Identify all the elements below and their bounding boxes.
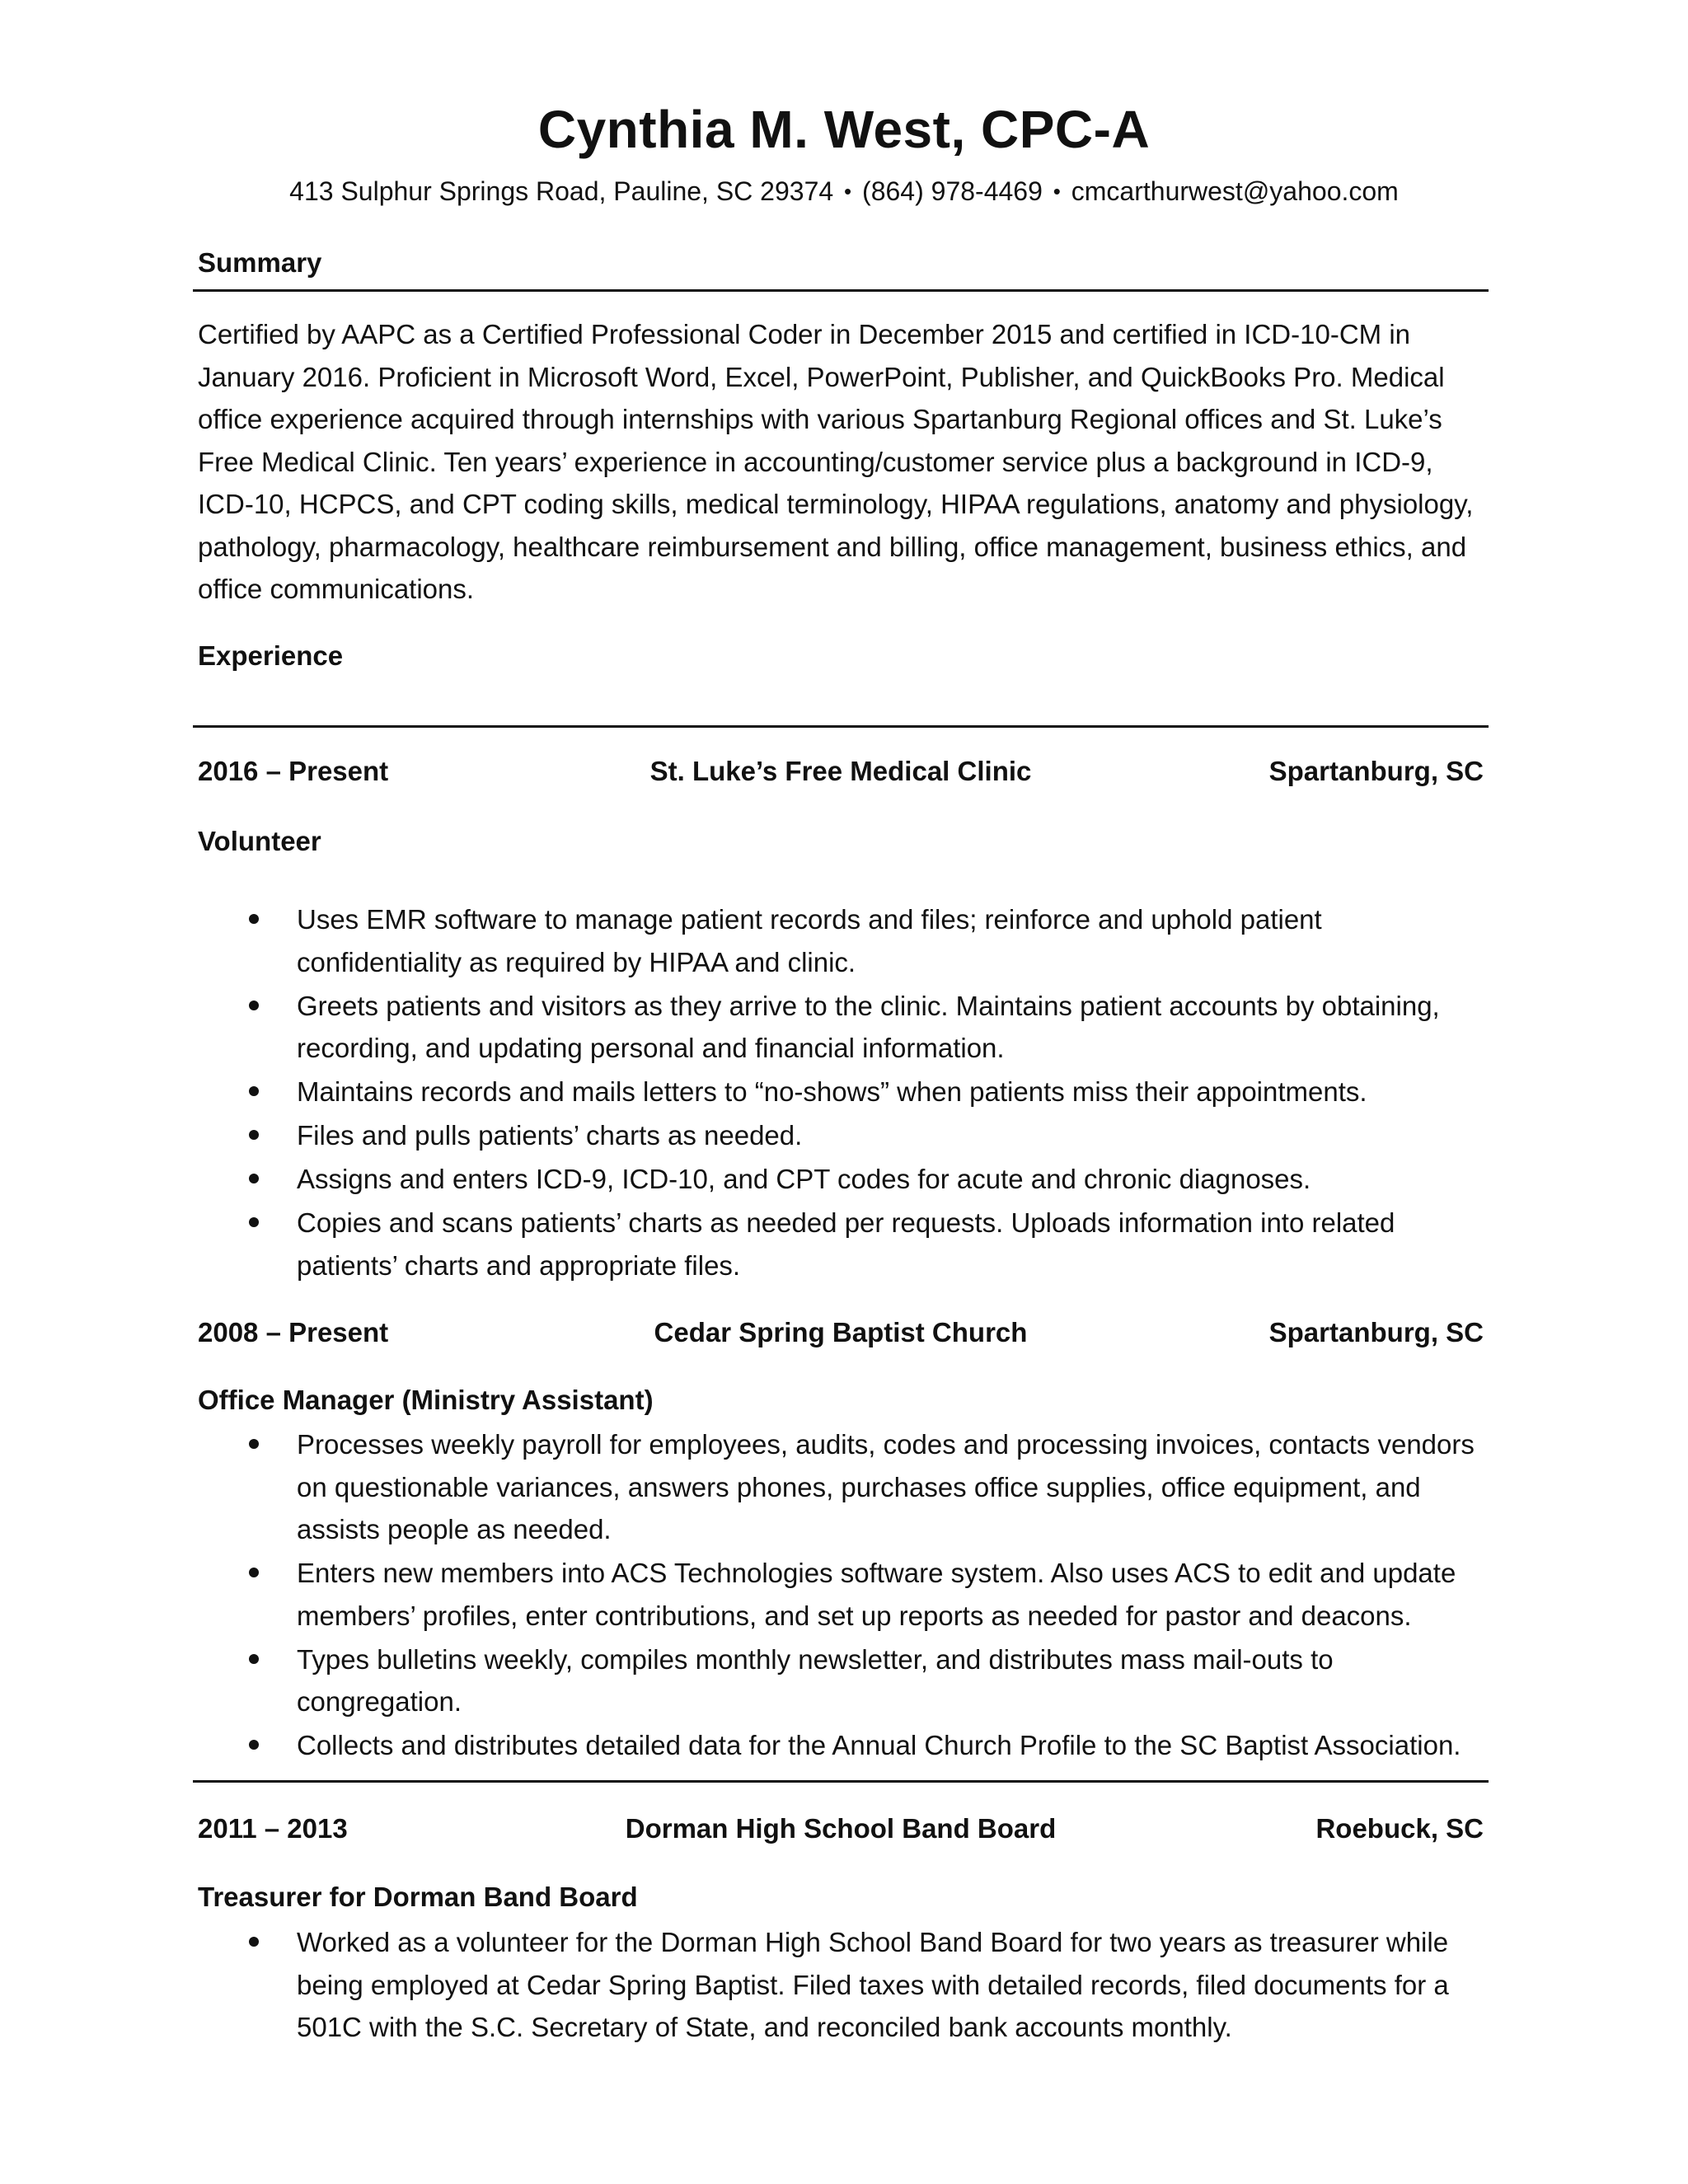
list-item: Uses EMR software to manage patient records and files; reinforce and uphold patient confidentiality as required by HIPAA and clinic. bbox=[198, 898, 1492, 983]
list-item: Assigns and enters ICD-9, ICD-10, and CPT codes for acute and chronic diagnoses. bbox=[198, 1158, 1492, 1201]
list-item: Types bulletins weekly, compiles monthly newsletter, and distributes mass mail-outs to congregation. bbox=[198, 1638, 1492, 1723]
list-item: Processes weekly payroll for employees, audits, codes and processing invoices, contacts vendors on questionable variances, answers phones, purchases office supplies, office equipment, and assists people as needed. bbox=[198, 1423, 1492, 1551]
job-dates: 2016 – Present bbox=[198, 756, 389, 786]
list-item: Maintains records and mails letters to “no-shows” when patients miss their appointments. bbox=[198, 1071, 1492, 1113]
experience-heading: Experience bbox=[198, 640, 344, 671]
job-dates: 2008 – Present bbox=[198, 1317, 389, 1347]
job-dates: 2011 – 2013 bbox=[198, 1813, 348, 1844]
job-bullets bbox=[198, 1921, 1492, 2050]
job-role: Volunteer bbox=[198, 826, 321, 856]
summary-divider bbox=[193, 289, 1489, 292]
list-item: Enters new members into ACS Technologies software system. Also uses ACS to edit and update members’ profiles, enter contributions, and set up reports as needed for pastor and deacons. bbox=[198, 1552, 1492, 1637]
list-item: Worked as a volunteer for the Dorman High School Band Board for two years as treasurer while being employed at Cedar Spring Baptist. Filed taxes with detailed records, filed documents for a 501C with the S.C. Secretary of State, and reconciled bank accounts monthly. bbox=[198, 1921, 1492, 2049]
list-item: Files and pulls patients’ charts as needed. bbox=[198, 1114, 1492, 1157]
job-bullets bbox=[198, 898, 1492, 1288]
job-header bbox=[198, 756, 1484, 792]
list-item: Copies and scans patients’ charts as needed per requests. Uploads information into related patients’ charts and appropriate files. bbox=[198, 1202, 1492, 1286]
job-organization: Cedar Spring Baptist Church bbox=[654, 1317, 1028, 1347]
job-header bbox=[198, 1317, 1484, 1353]
experience-divider bbox=[193, 725, 1489, 728]
phone: (864) 978-4469 bbox=[862, 176, 1043, 206]
contact-line bbox=[0, 176, 1688, 207]
address: 413 Sulphur Springs Road, Pauline, SC 29374 bbox=[289, 176, 834, 206]
list-item: Collects and distributes detailed data for the Annual Church Profile to the SC Baptist Association. bbox=[198, 1724, 1492, 1767]
job-location: Spartanburg, SC bbox=[1268, 1317, 1484, 1347]
job-location: Spartanburg, SC bbox=[1268, 756, 1484, 786]
bullet-separator-icon: • bbox=[844, 179, 852, 204]
summary-heading: Summary bbox=[198, 247, 322, 278]
job-role: Treasurer for Dorman Band Board bbox=[198, 1882, 638, 1912]
job-bullets bbox=[198, 1423, 1492, 1768]
job-location: Roebuck, SC bbox=[1315, 1813, 1484, 1844]
resume-name: Cynthia M. West, CPC-A bbox=[537, 100, 1151, 159]
bullet-separator-icon: • bbox=[1053, 179, 1061, 204]
job-organization: St. Luke’s Free Medical Clinic bbox=[649, 756, 1032, 786]
job-role: Office Manager (Ministry Assistant) bbox=[198, 1385, 654, 1415]
summary-text: Certified by AAPC as a Certified Professional Coder in December 2015 and certified in ICD-10-CM in January 2016. Proficient in Microsoft Word, Excel, PowerPoint, Publisher, and QuickBooks Pro. Medical office experience acquired through internships with various Spartanburg Regional offices and St. Luke’s Free Medical Clinic. Ten years’ experience in accounting/customer service plus a background in ICD-9, ICD-10, HCPCS, and CPT coding skills, medical terminology, HIPAA regulations, anatomy and physiology, pathology, pharmacology, healthcare reimbursement and billing, office management, business ethics, and office communications. bbox=[198, 319, 1474, 604]
job-organization: Dorman High School Band Board bbox=[625, 1813, 1057, 1844]
job-header bbox=[198, 1813, 1484, 1849]
email: cmcarthurwest@yahoo.com bbox=[1071, 176, 1399, 206]
list-item: Greets patients and visitors as they arrive to the clinic. Maintains patient accounts by obtaining, recording, and updating personal and financial information. bbox=[198, 985, 1492, 1070]
experience-divider bbox=[193, 1780, 1489, 1783]
